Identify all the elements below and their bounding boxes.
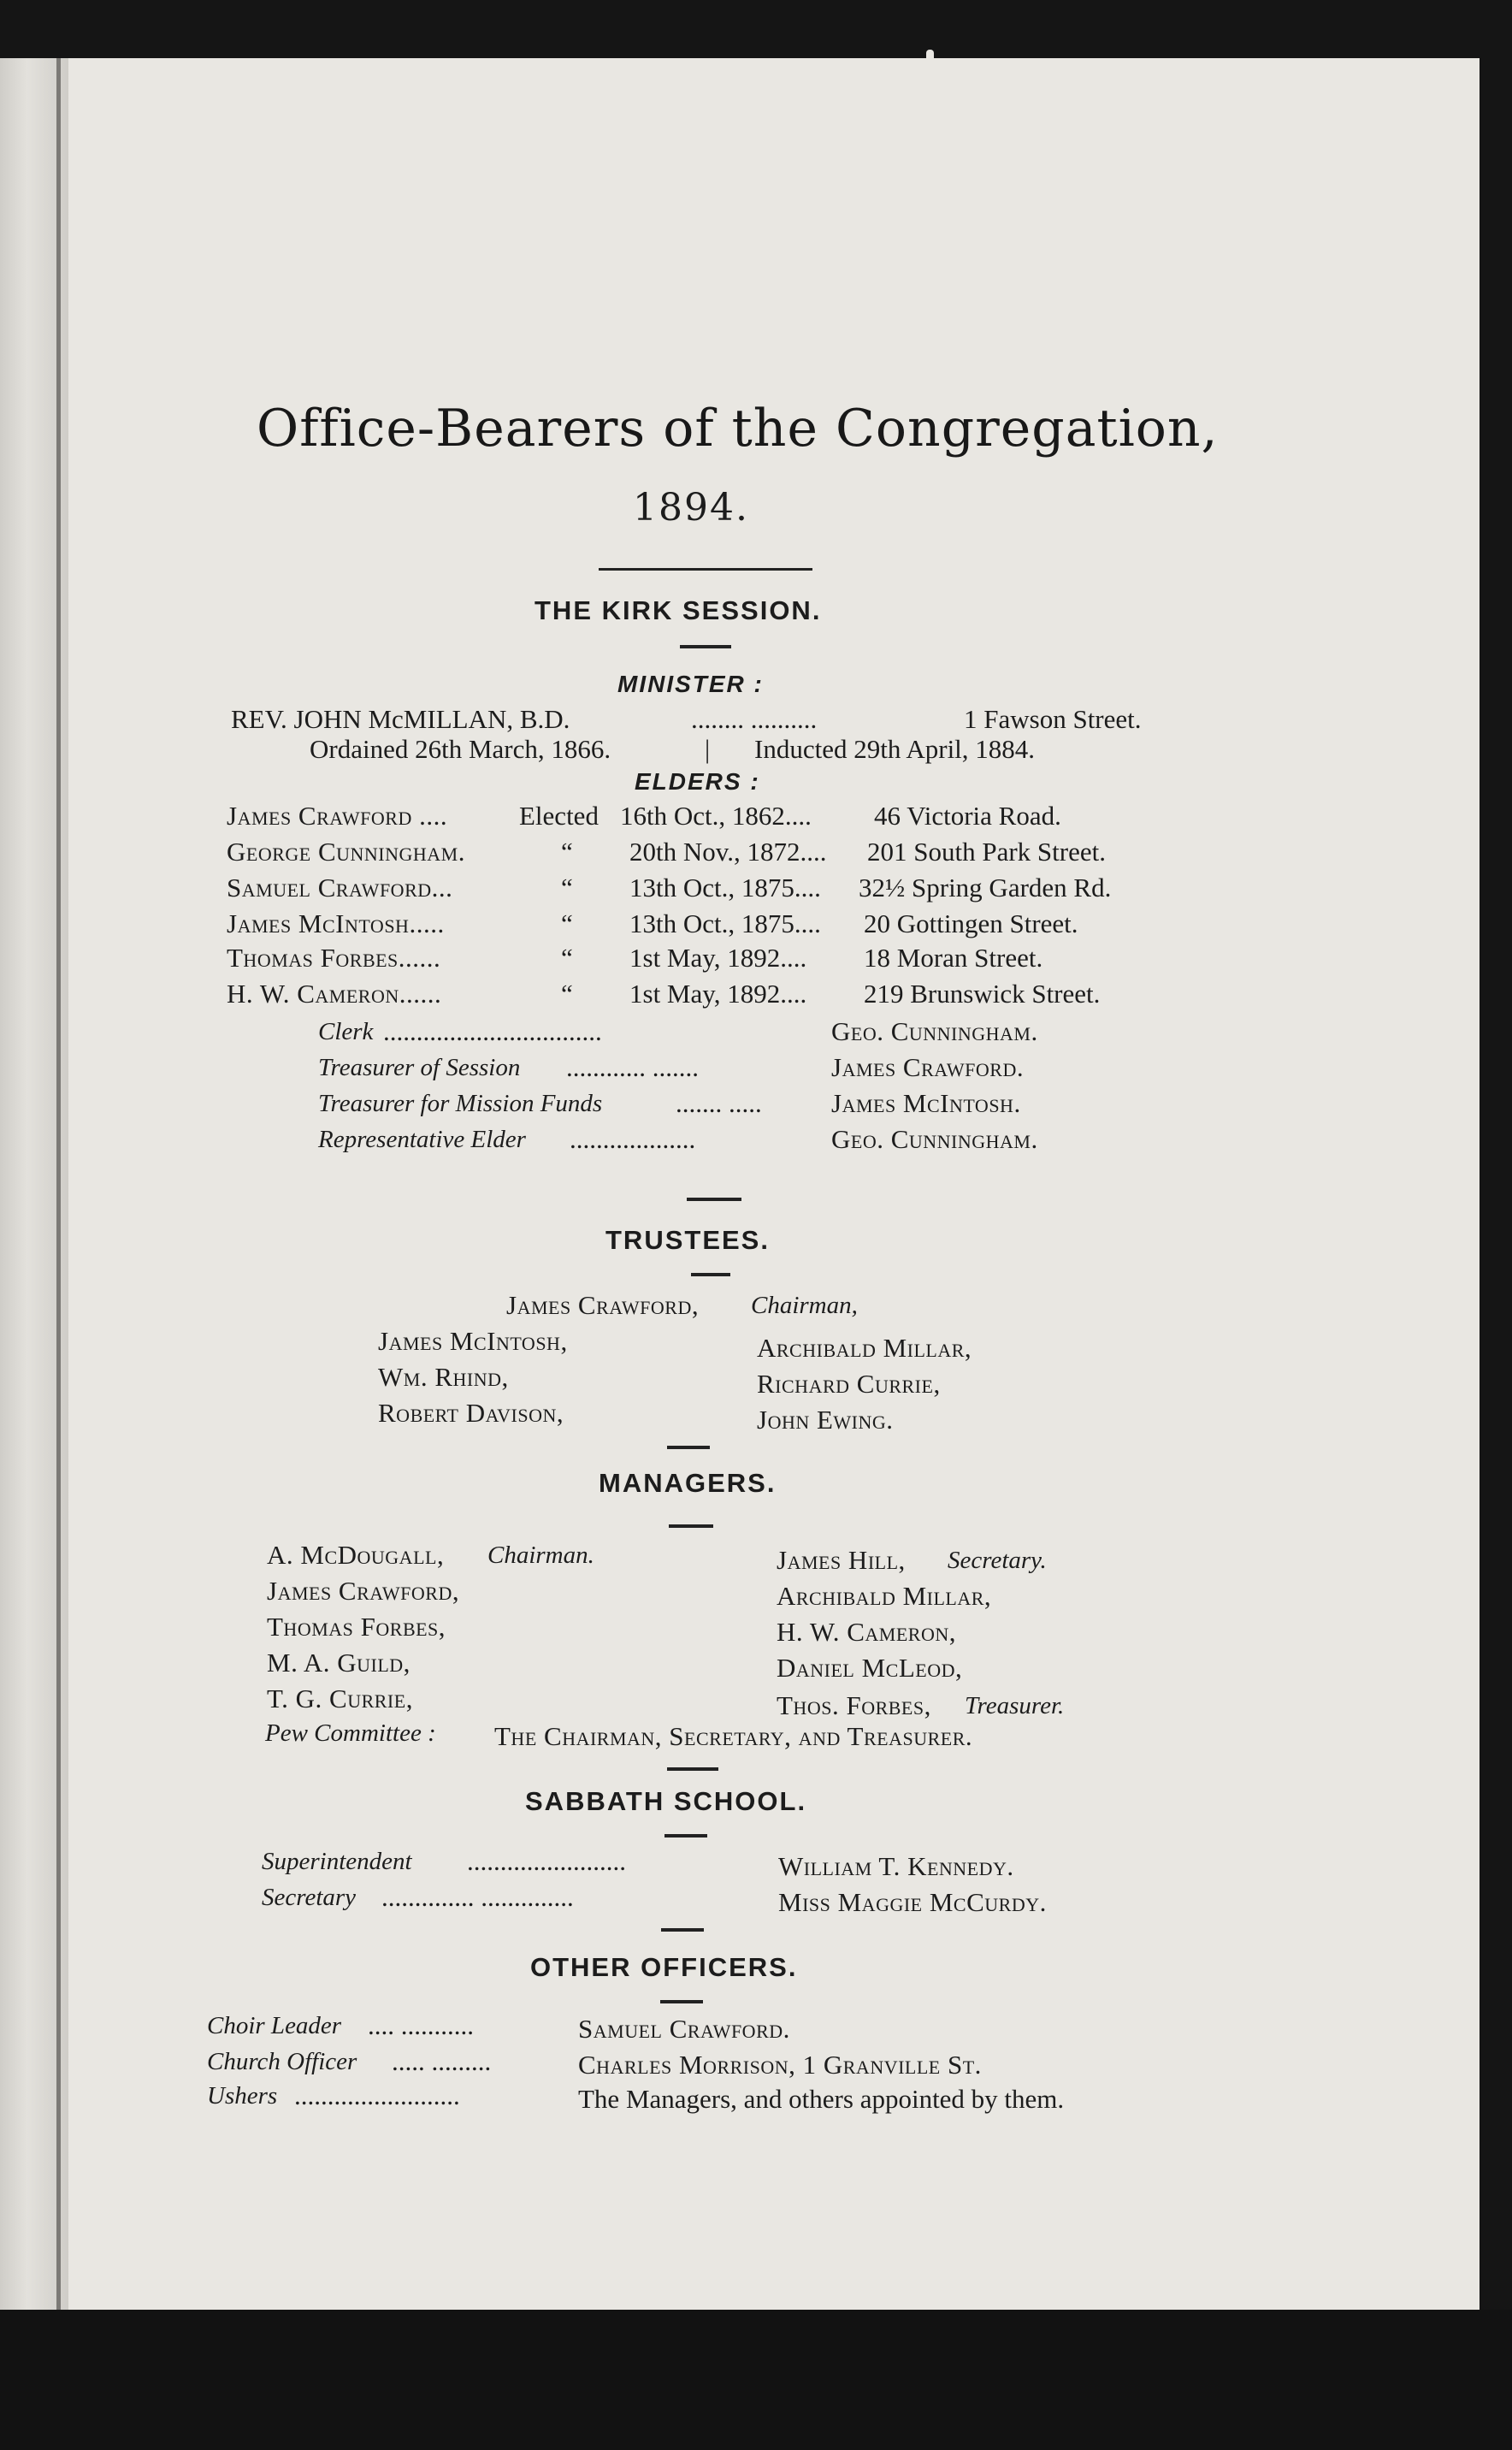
leader-dots: ........ .......... xyxy=(691,704,818,734)
manager-name: A. McDougall, xyxy=(267,1540,445,1570)
officer-role: Choir Leader xyxy=(207,2012,342,2039)
leader-dots: ......................... xyxy=(294,2080,460,2110)
elder-date: 1st May, 1892.... xyxy=(629,979,807,1009)
officer-name: Geo. Cunningham. xyxy=(831,1016,1038,1046)
page-title: Office-Bearers of the Congregation, xyxy=(257,399,1219,459)
trustee-name: John Ewing. xyxy=(757,1405,894,1435)
officer-name: Samuel Crawford. xyxy=(578,2014,790,2044)
inducted-date: Inducted 29th April, 1884. xyxy=(754,734,1036,764)
trustee-name: James McIntosh, xyxy=(378,1326,568,1356)
elder-address: 219 Brunswick Street. xyxy=(864,979,1101,1009)
trustee-name: Archibald Millar, xyxy=(757,1333,972,1363)
elder-address: 20 Gottingen Street. xyxy=(864,908,1078,938)
elder-address: 32½ Spring Garden Rd. xyxy=(859,873,1112,902)
officer-name: The Managers, and others appointed by them. xyxy=(578,2084,1065,2114)
officer-name: James Crawford. xyxy=(831,1052,1025,1082)
leader-dots: .... ........... xyxy=(368,2010,474,2040)
leader-dots: ................................. xyxy=(383,1016,602,1046)
elder-ditto-mark: “ xyxy=(561,873,573,902)
section-rule xyxy=(660,2000,703,2003)
other-officers-heading: OTHER OFFICERS. xyxy=(530,1952,798,1982)
officer-role: Clerk xyxy=(318,1018,374,1045)
page-year: 1894. xyxy=(633,486,749,530)
elder-name: Samuel Crawford... xyxy=(227,873,453,902)
managers-heading: MANAGERS. xyxy=(599,1468,777,1498)
elder-date: 16th Oct., 1862.... xyxy=(620,801,812,831)
scan-speck xyxy=(926,50,934,65)
elder-ditto-mark: “ xyxy=(561,908,573,938)
trustee-chairman: James Crawford, xyxy=(506,1290,700,1320)
section-rule xyxy=(664,1834,707,1838)
section-rule xyxy=(667,1446,710,1449)
manager-name: Thomas Forbes, xyxy=(267,1612,446,1642)
manager-name: Daniel McLeod, xyxy=(777,1653,963,1683)
leader-dots: ........................ xyxy=(467,1846,626,1876)
minister-address: 1 Fawson Street. xyxy=(964,704,1142,734)
elder-date: 20th Nov., 1872.... xyxy=(629,837,827,867)
manager-name: James Crawford, xyxy=(267,1576,460,1606)
scan-border xyxy=(0,2310,1512,2450)
leader-dots: ....... ..... xyxy=(676,1088,762,1118)
elder-ditto-mark: “ xyxy=(561,837,573,867)
pew-committee-label: Pew Committee : xyxy=(265,1719,436,1747)
elder-ditto-mark: “ xyxy=(561,979,573,1009)
section-rule xyxy=(667,1767,718,1771)
officer-role: Treasurer of Session xyxy=(318,1054,521,1081)
elder-date: 1st May, 1892.... xyxy=(629,943,807,973)
document-page xyxy=(0,58,1480,2450)
manager-title: Treasurer. xyxy=(965,1692,1065,1719)
elder-name: H. W. Cameron...... xyxy=(227,979,442,1009)
manager-title: Secretary. xyxy=(948,1547,1047,1574)
manager-name: James Hill, xyxy=(777,1545,906,1575)
minister-name: REV. JOHN McMILLAN, B.D. xyxy=(231,704,570,734)
binding-edge xyxy=(56,58,61,2450)
kirk-session-heading: THE KIRK SESSION. xyxy=(535,595,822,625)
elder-name: James McIntosh..... xyxy=(227,908,445,938)
section-rule xyxy=(661,1928,704,1932)
elder-name: James Crawford .... xyxy=(227,801,448,831)
officer-name: James McIntosh. xyxy=(831,1088,1021,1118)
leader-dots: ..... ......... xyxy=(392,2046,492,2076)
manager-name: Thos. Forbes, xyxy=(777,1690,931,1720)
school-role: Secretary xyxy=(262,1884,357,1911)
elder-name: George Cunningham. xyxy=(227,837,465,867)
section-rule xyxy=(691,1273,730,1276)
manager-title: Chairman. xyxy=(487,1542,594,1569)
leader-dots: ................... xyxy=(570,1124,696,1154)
section-rule xyxy=(680,645,731,648)
elder-name: Thomas Forbes...... xyxy=(227,943,441,973)
elder-date: 13th Oct., 1875.... xyxy=(629,873,821,902)
elder-date: 13th Oct., 1875.... xyxy=(629,908,821,938)
manager-name: Archibald Millar, xyxy=(777,1581,992,1611)
pew-committee-text: The Chairman, Secretary, and Treasurer. xyxy=(494,1721,973,1751)
elder-address: 201 South Park Street. xyxy=(867,837,1106,867)
sabbath-school-heading: SABBATH SCHOOL. xyxy=(525,1786,807,1816)
manager-name: M. A. Guild, xyxy=(267,1648,410,1678)
leader-dots: .............. .............. xyxy=(381,1882,574,1912)
school-officer-name: Miss Maggie McCurdy. xyxy=(778,1887,1047,1917)
officer-name: Geo. Cunningham. xyxy=(831,1124,1038,1154)
trustee-name: Robert Davison, xyxy=(378,1398,564,1428)
leader-dots: ............ ....... xyxy=(566,1052,699,1082)
manager-name: T. G. Currie, xyxy=(267,1684,413,1713)
section-rule xyxy=(669,1524,713,1528)
officer-role: Church Officer xyxy=(207,2048,357,2075)
trustee-name: Wm. Rhind, xyxy=(378,1362,509,1392)
date-separator: | xyxy=(705,734,711,764)
ordained-date: Ordained 26th March, 1866. xyxy=(310,734,611,764)
officer-role: Representative Elder xyxy=(318,1126,526,1153)
elders-heading: ELDERS : xyxy=(635,768,760,795)
minister-heading: MINISTER : xyxy=(617,671,764,697)
elder-ditto-mark: “ xyxy=(561,943,573,973)
trustees-heading: TRUSTEES. xyxy=(605,1225,770,1255)
elder-address: 18 Moran Street. xyxy=(864,943,1043,973)
school-officer-name: William T. Kennedy. xyxy=(778,1851,1014,1881)
title-rule xyxy=(599,568,812,571)
officer-role: Treasurer for Mission Funds xyxy=(318,1090,603,1117)
elder-elected: Elected xyxy=(519,801,599,831)
trustee-name: Richard Currie, xyxy=(757,1369,941,1399)
officer-role: Ushers xyxy=(207,2082,278,2110)
school-role: Superintendent xyxy=(262,1848,412,1875)
section-rule xyxy=(687,1198,741,1201)
officer-name: Charles Morrison, 1 Granville St. xyxy=(578,2050,982,2080)
chairman-title: Chairman, xyxy=(751,1292,858,1319)
manager-name: H. W. Cameron, xyxy=(777,1617,957,1647)
elder-address: 46 Victoria Road. xyxy=(874,801,1061,831)
